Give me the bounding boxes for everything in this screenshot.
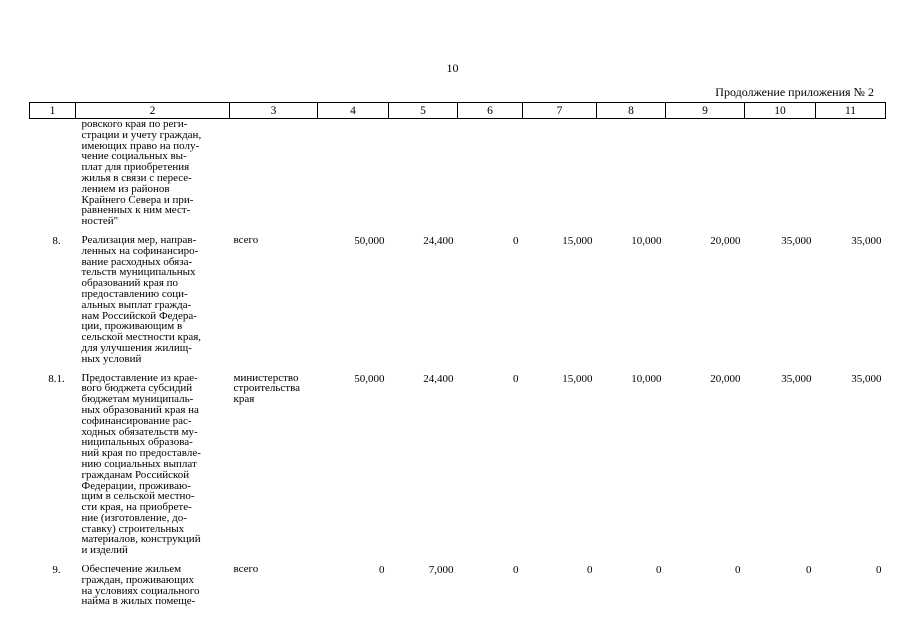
row-description: ровского края по реги- страции и учету граждан, имеющих право на полу- чение социальных вы- плат для приобретения жилья в связи с пересе- лением из районов Крайнего Севера и при- равненных к ним мест- ностей" <box>81 118 202 228</box>
row-value: 24,400 <box>423 234 454 247</box>
column-header: 3 <box>230 103 318 119</box>
row-description: Обеспечение жильем граждан, проживающих на условиях социального найма в жилых помеще- <box>81 563 200 608</box>
row-value: 0 <box>513 372 519 385</box>
row-value: 20,000 <box>710 372 741 385</box>
row-value <box>745 119 816 231</box>
row-value: 35,000 <box>851 234 882 247</box>
row-value: 0 <box>513 234 519 247</box>
row-value: 24,400 <box>423 372 454 385</box>
column-header: 5 <box>389 103 458 119</box>
column-header: 6 <box>458 103 523 119</box>
row-value: 0 <box>656 564 662 577</box>
table-row <box>30 231 886 369</box>
row-executor: всего <box>233 563 259 576</box>
table-row <box>30 119 886 231</box>
row-value: 35,000 <box>851 372 882 385</box>
row-value: 7,000 <box>428 564 454 577</box>
row-description: Предоставление из крае- вого бюджета субсидий бюджетам муниципаль- ных образований края на софинансирование рас- ходных обязательств му- ниципальных образова- ний края по предоставле- нию социальных выплат гражданам Российской Федерации, проживаю- щим в сельской местно- сти края, на приобрете- ние (изготовление, до- ставку) строительных материалов, конструкций и изделий <box>81 371 201 557</box>
row-number: 8. <box>52 234 61 247</box>
row-number: 8.1. <box>48 372 65 385</box>
row-executor: всего <box>233 233 259 246</box>
row-value: 0 <box>735 564 741 577</box>
row-value: 50,000 <box>354 234 385 247</box>
row-value <box>389 119 458 231</box>
column-header: 10 <box>745 103 816 119</box>
row-value: 35,000 <box>781 372 812 385</box>
row-value: 0 <box>876 564 882 577</box>
row-value <box>458 119 523 231</box>
row-value: 20,000 <box>710 234 741 247</box>
table-row <box>30 369 886 561</box>
page-number: 10 <box>446 61 459 75</box>
row-description: Реализация мер, направ- ленных на софинансиро- вание расходных обяза- тельств муниципальных образований края по предоставлению соци- альных выплат гражда- нам Российской Федера- ции, проживающим в сельской местности края, для улучшения жилищ- ных условий <box>81 233 202 365</box>
row-value: 0 <box>513 564 519 577</box>
row-value: 15,000 <box>562 234 593 247</box>
row-value: 0 <box>587 564 593 577</box>
row-value <box>597 119 666 231</box>
column-header: 7 <box>523 103 597 119</box>
row-value: 0 <box>806 564 812 577</box>
row-value: 15,000 <box>562 372 593 385</box>
row-number <box>30 119 76 231</box>
row-value: 10,000 <box>631 372 662 385</box>
column-header: 4 <box>318 103 389 119</box>
column-header: 1 <box>30 103 76 119</box>
program-table <box>29 102 886 611</box>
appendix-continuation-label: Продолжение приложения № 2 <box>715 85 874 99</box>
row-value: 50,000 <box>354 372 385 385</box>
column-header: 2 <box>76 103 230 119</box>
column-header: 8 <box>597 103 666 119</box>
row-value <box>523 119 597 231</box>
header-row <box>30 103 886 119</box>
row-value: 10,000 <box>631 234 662 247</box>
table-row <box>30 560 886 611</box>
row-executor: министерство строительства края <box>233 371 301 406</box>
row-value <box>816 119 886 231</box>
row-value: 35,000 <box>781 234 812 247</box>
row-value: 0 <box>379 564 385 577</box>
row-value <box>318 119 389 231</box>
column-header: 11 <box>816 103 886 119</box>
column-header: 9 <box>666 103 745 119</box>
row-number: 9. <box>52 564 61 577</box>
row-value <box>666 119 745 231</box>
